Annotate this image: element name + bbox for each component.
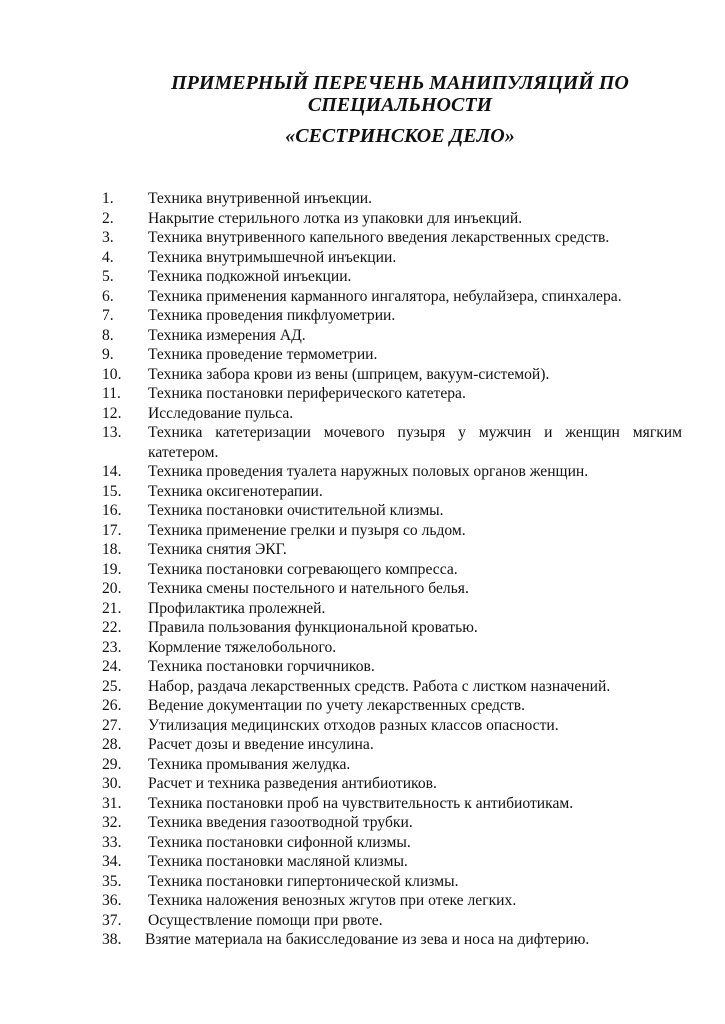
item-number: 28. xyxy=(102,736,122,753)
list-item xyxy=(102,755,682,775)
item-number: 25. xyxy=(102,677,122,695)
item-number: 26. xyxy=(102,697,122,714)
item-text: Техника постановки гипертонической клизмы. xyxy=(148,872,459,890)
item-number: 9. xyxy=(102,346,114,363)
list-item xyxy=(102,248,682,268)
item-text: Техника постановки масляной клизмы. xyxy=(148,853,408,870)
item-text: Техника измерения АД. xyxy=(148,326,306,344)
item-text: Набор, раздача лекарственных средств. Работа с листком назначений. xyxy=(148,677,611,695)
item-number: 35. xyxy=(102,872,122,890)
list-item xyxy=(102,287,682,307)
item-text: Техника постановки горчичников. xyxy=(148,658,375,675)
document-title: ПРИМЕРНЫЙ ПЕРЕЧЕНЬ МАНИПУЛЯЦИЙ ПО СПЕЦИАЛЬНОСТИ xyxy=(171,72,629,116)
list-item xyxy=(102,384,682,404)
item-text: Техника внутривенной инъекции. xyxy=(148,190,373,207)
list-item xyxy=(102,872,682,892)
item-number: 6. xyxy=(102,287,114,305)
list-item xyxy=(102,735,682,755)
item-text: Накрытие стерильного лотка из упаковки для инъекций. xyxy=(148,209,523,227)
list-item xyxy=(102,462,682,482)
list-item xyxy=(102,794,682,814)
item-number: 27. xyxy=(102,716,122,734)
item-text: Взятие материала на бакисследование из зева и носа на дифтерию. xyxy=(145,931,590,948)
item-text: Техника промывания желудка. xyxy=(148,755,351,773)
item-number: 13. xyxy=(102,424,122,441)
item-text: Техника введения газоотводной трубки. xyxy=(148,814,413,831)
item-text: Осуществление помощи при рвоте. xyxy=(148,911,383,929)
item-number: 38. xyxy=(102,931,122,948)
list-item xyxy=(102,852,682,872)
list-item xyxy=(102,833,682,853)
item-text: Техника постановки очистительной клизмы. xyxy=(148,502,444,519)
list-item xyxy=(102,891,682,911)
item-number: 5. xyxy=(102,268,114,285)
item-text: Техника применение грелки и пузыря со льдом. xyxy=(148,521,466,539)
item-number: 7. xyxy=(102,307,114,324)
item-text: Расчет дозы и введение инсулина. xyxy=(148,736,374,753)
list-item xyxy=(102,404,682,424)
item-text: Техника забора крови из вены (шприцем, вакуум-системой). xyxy=(148,365,550,383)
list-item xyxy=(102,774,682,794)
item-number: 19. xyxy=(102,560,122,578)
item-text: Техника внутримышечной инъекции. xyxy=(148,248,397,266)
list-item xyxy=(102,696,682,716)
item-number: 3. xyxy=(102,229,114,246)
list-item xyxy=(102,657,682,677)
item-text: Техника внутривенного капельного введения лекарственных средств. xyxy=(148,229,610,246)
list-item xyxy=(102,579,682,599)
item-number: 18. xyxy=(102,541,122,558)
item-text: Техника постановки проб на чувствительность к антибиотикам. xyxy=(148,794,574,812)
item-text: Техника смены постельного и нательного белья. xyxy=(148,580,469,597)
item-number: 17. xyxy=(102,521,122,539)
item-number: 8. xyxy=(102,326,114,344)
list-item xyxy=(102,267,682,287)
item-text: Техника проведение термометрии. xyxy=(148,346,378,363)
item-text: Техника проведения туалета наружных половых органов женщин. xyxy=(148,463,589,480)
item-number: 33. xyxy=(102,833,122,851)
item-text: Техника постановки периферического катетера. xyxy=(148,385,466,402)
item-number: 23. xyxy=(102,638,122,656)
item-number: 24. xyxy=(102,658,122,675)
list-item xyxy=(102,911,682,931)
list-item xyxy=(102,677,682,697)
list-item xyxy=(102,813,682,833)
item-text: Кормление тяжелобольного. xyxy=(148,638,337,656)
item-text: Исследование пульса. xyxy=(148,404,294,422)
item-text: Утилизация медицинских отходов разных классов опасности. xyxy=(148,716,559,734)
item-text: Техника снятия ЭКГ. xyxy=(148,541,287,558)
list-item xyxy=(102,930,682,950)
manipulation-list xyxy=(102,189,682,950)
item-number: 12. xyxy=(102,404,122,422)
item-text: Техника применения карманного ингалятора, небулайзера, спинхалера. xyxy=(148,287,622,305)
item-text: Техника наложения венозных жгутов при отеке легких. xyxy=(148,892,517,909)
item-text: Техника катетеризации мочевого пузыря у мужчин и женщин мягким катетером. xyxy=(148,424,682,461)
item-number: 37. xyxy=(102,911,122,929)
list-item xyxy=(102,560,682,580)
item-text: Ведение документации по учету лекарственных средств. xyxy=(148,697,525,714)
list-item xyxy=(102,228,682,248)
item-text: Техника оксигенотерапии. xyxy=(148,482,323,500)
item-number: 4. xyxy=(102,248,114,266)
item-number: 11. xyxy=(102,385,121,402)
item-number: 34. xyxy=(102,853,122,870)
item-number: 2. xyxy=(102,209,114,227)
item-text: Техника проведения пикфлуометрии. xyxy=(148,307,396,324)
item-text: Расчет и техника разведения антибиотиков. xyxy=(148,775,437,792)
item-text: Правила пользования функциональной кроватью. xyxy=(148,619,478,636)
list-item xyxy=(102,599,682,619)
item-number: 29. xyxy=(102,755,122,773)
item-number: 36. xyxy=(102,892,122,909)
list-item xyxy=(102,326,682,346)
list-item xyxy=(102,482,682,502)
item-text: Техника подкожной инъекции. xyxy=(148,268,352,285)
document-subtitle: «СЕСТРИНСКОЕ ДЕЛО» xyxy=(285,125,515,147)
item-number: 1. xyxy=(102,190,114,207)
item-text: Техника постановки сифонной клизмы. xyxy=(148,833,411,851)
list-item xyxy=(102,423,682,462)
list-item xyxy=(102,716,682,736)
item-number: 22. xyxy=(102,619,122,636)
list-item xyxy=(102,618,682,638)
item-number: 31. xyxy=(102,794,122,812)
item-number: 16. xyxy=(102,502,122,519)
item-number: 21. xyxy=(102,599,122,617)
item-text: Техника постановки согревающего компресса. xyxy=(148,560,458,578)
item-number: 20. xyxy=(102,580,122,597)
item-number: 10. xyxy=(102,365,122,383)
list-item xyxy=(102,306,682,326)
list-item xyxy=(102,501,682,521)
list-item xyxy=(102,209,682,229)
list-item xyxy=(102,521,682,541)
list-item xyxy=(102,365,682,385)
item-number: 15. xyxy=(102,482,122,500)
list-item xyxy=(102,189,682,209)
list-item xyxy=(102,638,682,658)
list-item xyxy=(102,540,682,560)
item-number: 14. xyxy=(102,463,122,480)
item-number: 30. xyxy=(102,775,122,792)
item-number: 32. xyxy=(102,814,122,831)
item-text: Профилактика пролежней. xyxy=(148,599,326,617)
list-item xyxy=(102,345,682,365)
